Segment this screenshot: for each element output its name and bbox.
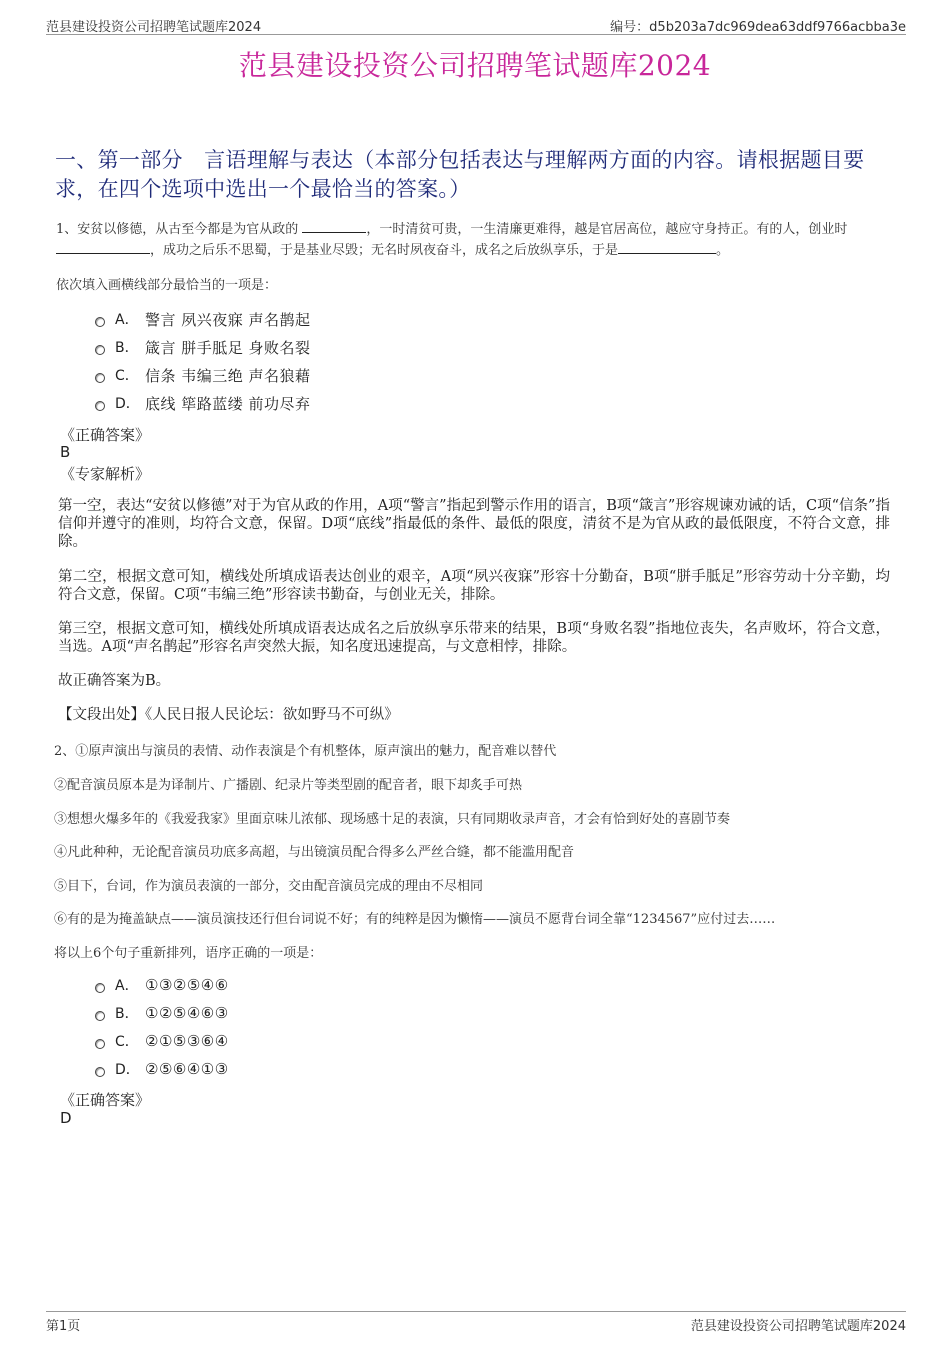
q1-option-c[interactable] — [95, 361, 311, 389]
q2-option-a[interactable] — [95, 971, 229, 999]
q1-option-a[interactable] — [95, 305, 311, 333]
q2-option-d[interactable] — [95, 1055, 229, 1083]
radio-icon[interactable] — [95, 345, 105, 355]
option-text: ②⑤⑥④①③ — [145, 1060, 229, 1078]
page-title: 范县建设投资公司招聘笔试题库2024 — [238, 49, 712, 82]
radio-icon[interactable] — [95, 1011, 105, 1021]
q1-option-b[interactable] — [95, 333, 311, 361]
option-letter: A． — [115, 312, 139, 328]
option-text: ①②⑤④⑥③ — [145, 1004, 229, 1022]
option-letter: B． — [115, 340, 139, 356]
q2-sentence-5: ⑤目下，台词，作为演员表演的一部分，交由配音演员完成的理由不尽相同 — [54, 879, 484, 894]
analysis-conclusion: 故正确答案为B。 — [58, 673, 171, 689]
section-heading: 一、第一部分 言语理解与表达（本部分包括表达与理解两方面的内容。请根据题目要求，在四个选项中选出一个最恰当的答案。） — [55, 148, 865, 201]
analysis-paragraph-3: 第三空，根据文意可知，横线处所填成语表达成名之后放纵享乐带来的结果，B项“身败名裂”指地位丧失，名声败坏，符合文意，当选。A项“声名鹊起”形容名声突然大振，知名度迅速提高，与文意相悖，排除。 — [58, 621, 890, 655]
analysis-paragraph-1: 第一空，表达“安贫以修德”对于为官从政的作用，A项“警言”指起到警示作用的语言，B项“箴言”形容规谏劝诫的话，C项“信条”指信仰并遵守的准则，均符合文意，保留。D项“底线”指最低的条件、最低的限度，清贫不是为官从政的最低限度，不符合文意，排除。 — [58, 498, 890, 550]
q2-options — [95, 971, 229, 1083]
q1-text-part: ，成功之后乐不思蜀，于是基业尽毁；无名时夙夜奋斗，成名之后放纵享乐，于是 — [150, 243, 619, 258]
q2-sentence-1: 2、①原声演出与演员的表情、动作表演是个有机整体，原声演出的魅力，配音难以替代 — [54, 744, 557, 759]
option-letter: B． — [115, 1006, 139, 1022]
radio-icon[interactable] — [95, 1067, 105, 1077]
q2-prompt: 将以上6个句子重新排列，语序正确的一项是： — [54, 946, 323, 961]
option-text: 箴言 胼手胝足 身败名裂 — [145, 338, 311, 357]
q1-text-part: ，一时清贫可贵，一生清廉更难得，越是官居高位，越应守身持正。有的人，创业时 — [366, 222, 848, 237]
question-1-text — [56, 219, 890, 261]
q2-sentence-3: ③想想火爆多年的《我爱我家》里面京味儿浓郁、现场感十足的表演，只有同期收录声音，才会有恰到好处的喜剧节奏 — [54, 812, 731, 827]
page-header — [46, 14, 906, 35]
option-text: 信条 韦编三绝 声名狼藉 — [145, 366, 311, 385]
q1-text-part: 。 — [716, 243, 730, 258]
q2-sentence-4: ④凡此种种，无论配音演员功底多高超，与出镜演员配合得多么严丝合缝，都不能滥用配音 — [54, 845, 575, 860]
option-text: ①③②⑤④⑥ — [145, 976, 229, 994]
q2-sentence-6: ⑥有的是为掩盖缺点——演员演技还行但台词说不好；有的纯粹是因为懒惰——演员不愿背台词全靠“1234567”应付过去…… — [54, 912, 776, 927]
radio-icon[interactable] — [95, 373, 105, 383]
option-letter: C． — [115, 1034, 139, 1050]
page-footer — [46, 1311, 906, 1334]
q2-answer: D — [60, 1109, 72, 1127]
page-number: 第1页 — [46, 1319, 81, 1334]
option-text: ②①⑤③⑥④ — [145, 1032, 229, 1050]
header-doc-id: 编号：d5b203a7dc969dea63ddf9766acbba3e — [610, 20, 906, 35]
q1-text-part: 1、安贫以修德，从古至今都是为官从政的 — [56, 222, 299, 237]
q2-option-c[interactable] — [95, 1027, 229, 1055]
option-letter: D． — [115, 396, 140, 412]
q1-options — [95, 305, 311, 417]
q1-prompt: 依次填入画横线部分最恰当的一项是： — [56, 278, 278, 293]
q2-option-b[interactable] — [95, 999, 229, 1027]
q1-option-d[interactable] — [95, 389, 311, 417]
option-text: 底线 筚路蓝缕 前功尽弃 — [145, 394, 311, 413]
analysis-paragraph-2: 第二空，根据文意可知，横线处所填成语表达创业的艰辛，A项“夙兴夜寐”形容十分勤奋，B项“胼手胝足”形容劳动十分辛勤，均符合文意，保留。C项“韦编三绝”形容读书勤奋，与创业无关，排除。 — [58, 569, 890, 603]
q2-sentence-2: ②配音演员原本是为译制片、广播剧、纪录片等类型剧的配音者，眼下却炙手可热 — [54, 778, 523, 793]
q1-blank-1 — [302, 219, 366, 233]
q1-answer-label: 《正确答案》 — [60, 426, 151, 444]
analysis-source: 【文段出处】《人民日报人民论坛：欲如野马不可纵》 — [58, 707, 399, 723]
option-letter: C． — [115, 368, 139, 384]
q1-analysis-label: 《专家解析》 — [60, 465, 151, 483]
radio-icon[interactable] — [95, 317, 105, 327]
q1-blank-2 — [56, 240, 150, 254]
header-left: 范县建设投资公司招聘笔试题库2024 — [46, 20, 262, 35]
radio-icon[interactable] — [95, 983, 105, 993]
radio-icon[interactable] — [95, 1039, 105, 1049]
q1-answer: B — [60, 443, 71, 461]
q2-answer-label: 《正确答案》 — [60, 1091, 151, 1109]
option-letter: D． — [115, 1062, 140, 1078]
option-letter: A． — [115, 978, 139, 994]
option-text: 警言 夙兴夜寐 声名鹊起 — [145, 310, 311, 329]
q1-blank-3 — [618, 240, 716, 254]
radio-icon[interactable] — [95, 401, 105, 411]
footer-title: 范县建设投资公司招聘笔试题库2024 — [690, 1319, 906, 1334]
